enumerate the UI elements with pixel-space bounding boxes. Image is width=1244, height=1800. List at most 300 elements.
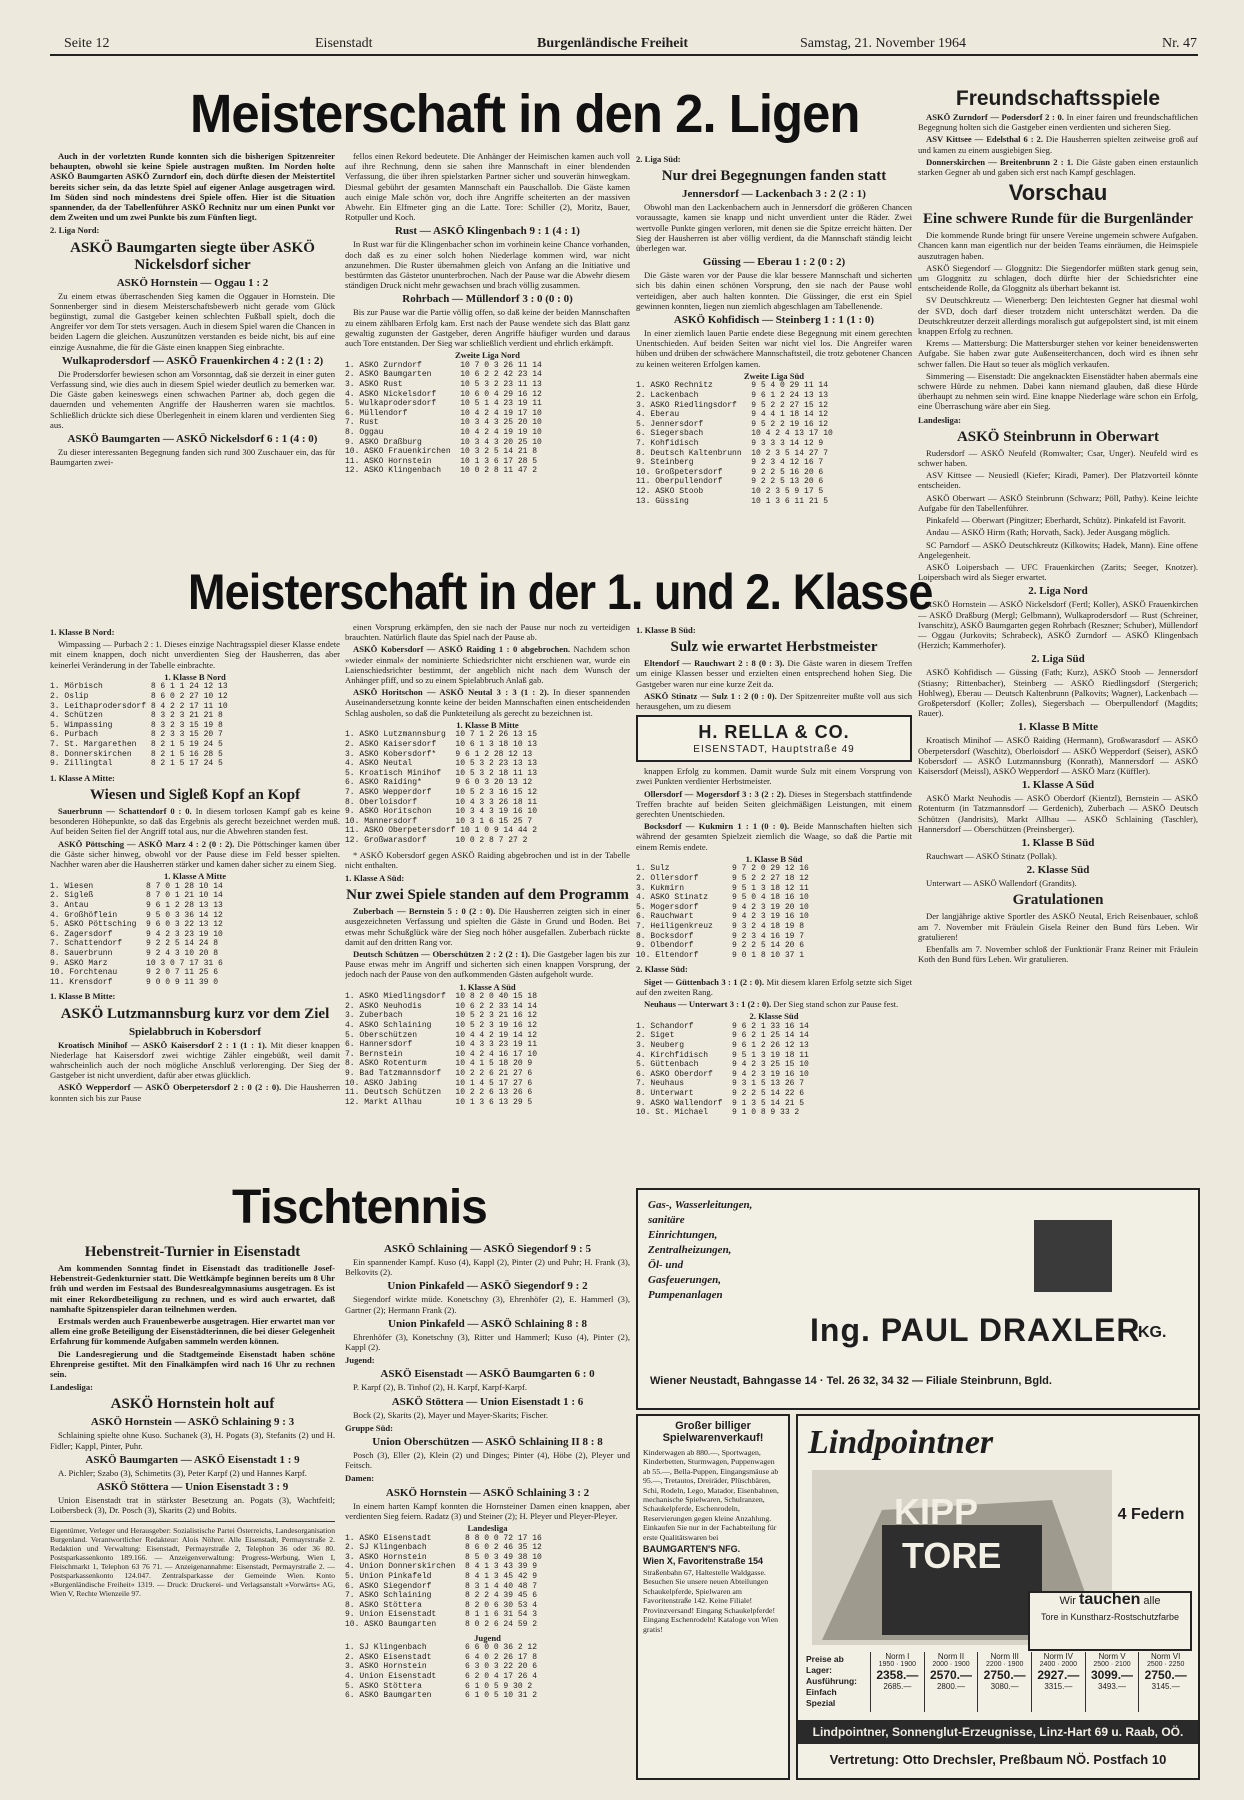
- congrats-title: Gratulationen: [1012, 892, 1104, 909]
- article-paragraph: ASKÖ Kohfidisch — Güssing (Fath; Kurz), ASKÖ Stoob — Jennersdorf (Stiasny; Rittenbacher), Steinberg — ASKÖ Riedlingsdorf (Stergerich; Hohlweg), Eberau — Deutsch Kaltenbrunn (Palkovits; Wagner), Lackenbach — Großpetersdorf (Koller; Zolles), Siegersbach — Oberpullendorf (Magdits; Rauer).: [918, 667, 1198, 719]
- table-title: Zweite Liga Süd: [743, 370, 805, 381]
- game-heading: ASKÖ Horitschon — ASKÖ Neutal 3 : 3 (1 : 2).: [353, 687, 549, 698]
- article-paragraph: einen Vorsprung erkämpfen, den sie nach der Pause nur noch zu verteidigen brauchten. Natürlich flaute das Spiel nach der Pause ab.: [345, 622, 630, 643]
- article-paragraph: In einer ziemlich lauen Partie endete diese Begegnung mit einem gerechten Unentschieden. Auf beiden Seiten war nicht viel los. Die Angreifer waren hüben und drüben der schwächere Mannschaftsteil, die trotz gebotener Chancen zu keinen weiteren Erfolgen kamen.: [636, 328, 912, 369]
- toys-heading: [638, 1416, 788, 1448]
- game-heading: ASKÖ Stinatz — Sulz 1 : 2 (0 : 0).: [644, 690, 777, 701]
- norm-label: Norm V: [1098, 1652, 1126, 1661]
- section-label: 1. Klasse A Mitte:: [50, 772, 115, 783]
- toys-heading-line: Spielwarenverkauf!: [662, 1432, 764, 1444]
- game-heading: ASKÖ Kohfidisch — Steinberg 1 : 1 (1 : 0): [673, 314, 875, 327]
- article-paragraph: Unterwart — ASKÖ Wallendorf (Grandits).: [926, 878, 1077, 889]
- standings-table: [345, 351, 630, 476]
- service-line: Zentralheizungen,: [648, 1244, 732, 1256]
- norm-size: 2500 · 2250: [1147, 1661, 1185, 1668]
- section-label: 2. Liga Nord: [1028, 585, 1088, 598]
- article-subheadline: Spielabbruch in Kobersdorf: [128, 1025, 262, 1038]
- game-heading: ASKÖ Stöttera — Union Eisenstadt 3 : 9: [96, 1481, 289, 1494]
- table-row: 8. ASKÖ Stöttera 8 2 0 6 30 53 4: [345, 1600, 538, 1610]
- article-headline: Nur zwei Spiele standen auf dem Programm: [346, 887, 629, 904]
- table-row: 6. ASKÖ Raiding* 9 6 0 3 20 13 12: [345, 778, 533, 788]
- section-label: 2. Klasse Süd: [1026, 864, 1090, 877]
- norm-price-special: 2685.—: [883, 1682, 912, 1691]
- table-title: 1. Klasse A Mitte: [163, 871, 227, 882]
- article-paragraph: Rudersdorf — ASKÖ Neufeld (Romwalter; Csar, Unger). Neufeld wird es schwer haben.: [918, 447, 1198, 469]
- article-headline: ASKÖ Baumgarten siegte über ASKÖ Nickelsdorf sicher: [70, 239, 315, 273]
- tore-label: TORE: [902, 1535, 1002, 1576]
- table-row: 1. SJ Klingenbach 6 6 0 0 36 2 12: [345, 1643, 538, 1653]
- draxler-photo: [1034, 1220, 1112, 1292]
- standings-table: [50, 673, 340, 769]
- draxler-name: Ing. PAUL DRAXLER: [810, 1312, 1141, 1348]
- table-note: * ASKÖ Kobersdorf gegen ASKÖ Raiding abgebrochen und ist in der Tabelle nicht enthalten.: [345, 849, 630, 870]
- table-row: 6. ASKÖ Baumgarten 6 1 0 5 10 31 2: [345, 1691, 538, 1701]
- section-label: Landesliga:: [50, 1382, 93, 1393]
- page-number: Seite 12: [64, 36, 110, 51]
- game-heading: Güssing — Eberau 1 : 2 (0 : 2): [702, 256, 846, 269]
- game-heading: ASKÖ Pöttsching — ASKÖ Marz 4 : 2 (0 : 2).: [58, 838, 235, 849]
- article-paragraph: SC Parndorf — ASKÖ Deutschkreutz (Kilkowits; Hadek, Mann). Eine offene Angelegenheit.: [918, 539, 1198, 560]
- article-paragraph: P. Karpf (2), B. Tinhof (2), H. Karpf, Karpf-Karpf.: [353, 1382, 527, 1393]
- tauchen-label: tauchen: [1079, 1591, 1141, 1608]
- article-paragraph: ASKÖ Markt Neuhodis — ASKÖ Oberdorf (Kientzl), Bernstein — ASKÖ Rotenturm (in Tatzmannsdorf — Gerdenich), Zuberbach — ASKÖ Deutsch Schützen (Jandrisits), Markt Allhau — ASKÖ Schlaining (Taschler), Hannersdorf — Oberschützen (Preinsberger).: [918, 793, 1198, 834]
- article-paragraph: fellos einen Rekord bedeutete. Die Anhänger der Heimischen kamen auch voll auf ihre Rechnung, denn sie sahen ihre Mannschaft in einer blendenden Verfassung, die über ihren spielstarken Partner sicher und souverän hinwegkam. Diesmal gebührt der gesamten Mannschaft ein Pauschallob. Die Gäste kamen auch einige Male schön vor, doch ihre Angriffe scheiterten an der massiven Abwehr. Ein Elfmeter ging an die Latte. Tore: Schiller (2), Moritz, Bauer, Rotpuller und Koch.: [345, 151, 630, 223]
- column-liga-nord: [50, 151, 335, 551]
- table-row: 4. ASKÖ Nickelsdorf 10 6 0 4 29 16 12: [345, 389, 542, 399]
- table-row: 2. Lackenbach 9 6 1 2 24 13 13: [636, 391, 829, 401]
- table-row: 3. Neuberg 9 6 1 2 26 12 13: [636, 1040, 809, 1050]
- standings-table: [345, 721, 630, 846]
- table-row: 5. Wulkaprodersdorf 10 5 1 4 23 19 11: [345, 399, 542, 409]
- section-label: Gruppe Süd:: [345, 1422, 393, 1433]
- game-heading: ASKÖ Stöttera — Union Eisenstadt 1 : 6: [391, 1395, 584, 1408]
- norm-label: Norm II: [937, 1652, 965, 1661]
- game-heading: Neuhaus — Unterwart 3 : 1 (2 : 0).: [644, 998, 772, 1009]
- headline-tischtennis: Tischtennis: [232, 1181, 487, 1234]
- article-paragraph: ASKÖ Siegendorf — Gloggnitz: Die Siegendorfer müßten stark genug sein, um Gloggnitz zu schlagen, doch dürfte hier der Schiedsrichter eine entscheidende Rolle, da Gloggnitz als überhart bekannt ist.: [918, 262, 1198, 294]
- table-row: 7. Bernstein 10 4 2 4 16 17 10: [345, 1049, 538, 1059]
- table-row: 3. Kukmirn 9 5 1 3 18 12 11: [636, 883, 809, 893]
- game-heading: Union Oberschützen — ASKÖ Schlaining II 8 : 8: [372, 1436, 603, 1449]
- table-row: 6. Purbach 8 2 3 3 15 20 7: [50, 730, 223, 740]
- table-row: 8. Sauerbrunn 9 2 4 3 10 20 8: [50, 948, 219, 958]
- game-heading: Rust — ASKÖ Klingenbach 9 : 1 (4 : 1): [395, 225, 580, 238]
- headline-2-ligen: Meisterschaft in den 2. Ligen: [190, 84, 860, 144]
- headline-1-2-klasse: Meisterschaft in der 1. und 2. Klasse: [188, 564, 933, 620]
- game-heading: Bocksdorf — Kukmirn 1 : 1 (0 : 0).: [644, 821, 790, 832]
- norm-cell: [870, 1652, 924, 1712]
- norm-label: Norm I: [885, 1652, 910, 1661]
- friendly-title: Freundschaftsspiele: [955, 87, 1161, 110]
- article-headline: ASKÖ Hornstein holt auf: [110, 1396, 275, 1413]
- norm-size: 2500 · 2100: [1093, 1661, 1131, 1668]
- article-paragraph: Kroatisch Minihof — ASKÖ Raiding (Hermann), Großwarasdorf — ASKÖ Oberpetersdorf (Waschitz), Oberloisdorf — ASKÖ Wepperdorf (Seiser), ASKÖ Kobersdorf — ASKÖ Lutzmannsburg (Konrath), Mannersdorf — ASKÖ Kaisersdorf (Meissl), ASKÖ Wepperdorf — ASKÖ Marz (Küffler).: [918, 735, 1198, 776]
- table-row: 8. Oggau 10 4 2 4 19 19 10: [345, 428, 542, 437]
- table-row: 8. Unterwart 9 2 2 5 14 22 6: [636, 1088, 805, 1098]
- game-heading: ASKÖ Schlaining — ASKÖ Siegendorf 9 : 5: [384, 1243, 591, 1255]
- table-row: 10. Eltendorf 9 0 1 8 10 37 1: [636, 950, 805, 960]
- article-paragraph: In einer fairen und freundschaftlichen Begegnung holten sich die Gastgeber einen verdienten und sicheren Sieg.: [918, 112, 1198, 133]
- table-row: 11. Oberpullendorf 9 2 2 5 13 20 6: [636, 477, 824, 487]
- norm-size: 1950 · 1900: [878, 1661, 917, 1668]
- standings-table: [636, 855, 912, 961]
- table-title: 1. Klasse B Mitte: [456, 719, 519, 730]
- header-paper: Burgenländische Freiheit: [537, 36, 689, 51]
- table-row: 9. ASKÖ Draßburg 10 3 4 3 20 25 10: [345, 437, 542, 447]
- table-row: 10. Forchtenau 9 2 0 7 11 25 6: [50, 968, 219, 978]
- table-title: 1. Klasse A Süd: [459, 981, 516, 992]
- table-row: 7. ASKÖ Wepperdorf 10 5 2 3 16 15 12: [345, 787, 538, 797]
- article-paragraph: Der Sieg stand schon zur Pause fest.: [773, 998, 899, 1009]
- game-heading: Rohrbach — Müllendorf 3 : 0 (0 : 0): [402, 293, 573, 306]
- article-paragraph: Union Eisenstadt trat in stärkster Besetzung an. Pogats (3), Wachtfeitl; Loibersbeck (3), Dr. Posch (3), Skarits (2) und Bobits.: [50, 1495, 335, 1516]
- header-place: Eisenstadt: [315, 36, 373, 51]
- article-paragraph: Dieses in Stegersbach stattfindende Treffen brachte auf beiden Seiten gleichmäßigen Leistungen, mit einem gerechten Unentschieden.: [636, 788, 912, 820]
- article-headline: Eine schwere Runde für die Burgenländer: [923, 211, 1193, 228]
- table-row: 5. Mogersdorf 9 4 2 3 19 20 10: [636, 902, 809, 912]
- table-row: 3. Antau 9 6 1 2 28 13 13: [50, 900, 223, 910]
- game-heading: Wulkaprodersdorf — ASKÖ Frauenkirchen 4 : 2 (1 : 2): [61, 354, 324, 367]
- article-paragraph: In einem harten Kampf konnten die Hornsteiner Damen einen knappen, aber verdienten Sieg feiern. Radatz (3) und Steiner (2); H. Pleyer und Pleyer-Pleyer.: [345, 1500, 630, 1521]
- norm-cell: [977, 1652, 1031, 1712]
- toys-text-2: Straßenbahn 67, Haltestelle Waldgasse. Besuchen Sie unsere neuen Abteilungen Schaukelpferde, Spielwaren am Favoritenstraße 142. Keine Filiale! Provinzversand! Eingang Schaukelpferde! Eingang Eschenrodeln! Kataloge von Wien gratis!: [643, 1568, 779, 1634]
- game-heading: ASKÖ Baumgarten — ASKÖ Eisenstadt 1 : 9: [85, 1453, 300, 1466]
- service-line: Pumpenanlagen: [648, 1289, 723, 1301]
- table-row: 8. Oberloisdorf 10 4 3 3 26 18 11: [345, 797, 538, 807]
- service-line: sanitäre: [648, 1214, 685, 1226]
- article-paragraph: ASKÖ Hornstein — ASKÖ Nickelsdorf (Fertl; Koller), ASKÖ Frauenkirchen — ASKÖ Draßburg (Mergl; Gelbmann), Wulkaprodersdorf — Rust (Schreiner, Ivanschitz), ASKÖ Baumgarten gegen Rohrbach (Reszner; Schuber), Müllendorf — Oggau (Jurkovits; Schrabeck), ASKÖ Zurndorf — ASKÖ Klingenbach (Herzich; Kammerhofer).: [918, 599, 1198, 651]
- preview-title: Vorschau: [1008, 180, 1108, 206]
- article-paragraph: Mit diesem klaren Erfolg setzte sich Siget auf den zweiten Rang.: [636, 976, 912, 997]
- article-headline: ASKÖ Lutzmannsburg kurz vor dem Ziel: [60, 1005, 330, 1022]
- section-label: Damen:: [345, 1473, 375, 1484]
- article-paragraph: Ehrenhöfer (3), Konetschny (3), Ritter und Hammerl; Kuso (4), Pinter (2), Kappl (2).: [345, 1331, 630, 1353]
- table-row: 5. Kroatisch Minihof 10 5 3 2 18 11 13: [345, 768, 538, 778]
- article-paragraph: Beide Mannschaften hielten sich während der gesamten Spielzeit ziemlich die Waage, so daß die Partie mit einem Remis endete.: [636, 821, 912, 852]
- standings-table: [636, 1012, 912, 1118]
- article-paragraph: Bis zur Pause war die Partie völlig offen, so daß keine der beiden Mannschaften zu einem zählbaren Erfolg kam. Erst nach der Pause wendete sich das Blatt ganz gewaltig zugunsten der Gastgeber, deren Angriffe häufiger wurden und daraus auch Tore entstanden. Der Sieg war schließlich verdient und ehrlich erkämpft.: [345, 307, 630, 349]
- table-row: 9. Olbendorf 9 2 2 5 14 20 6: [636, 941, 805, 951]
- table-row: 1. ASKÖ Eisenstadt 8 8 0 0 72 17 16: [345, 1533, 542, 1543]
- table-row: 10. ASKÖ Baumgarten 8 0 2 6 24 59 2: [345, 1619, 538, 1629]
- table-row: 2. Oslip 8 6 0 2 27 10 12: [50, 692, 228, 701]
- toys-address: Wien X, Favoritenstraße 154: [643, 1556, 763, 1567]
- game-heading: Zuberbach — Bernstein 5 : 0 (2 : 0).: [353, 906, 496, 917]
- article-headline: Wiesen und Sigleß Kopf an Kopf: [89, 786, 301, 803]
- table-title: Landesliga: [467, 1523, 508, 1534]
- table-row: 9. Steinberg 9 2 3 4 12 16 7: [636, 458, 824, 468]
- column-right: [918, 86, 1198, 1188]
- table-row: 5. Güttenbach 9 4 2 3 25 15 10: [636, 1060, 809, 1070]
- article-paragraph: ASKÖ Oberwart — ASKÖ Steinbrunn (Schwarz; Pöll, Pathy). Keine leichte Aufgabe für den Tabellenführer.: [918, 492, 1198, 513]
- norm-cell: [924, 1652, 978, 1712]
- table-row: 12. Markt Allhau 10 1 3 6 13 29 5: [345, 1097, 533, 1107]
- lind-footer-1: Lindpointner, Sonnenglut-Erzeugnisse, Linz-Hart 69 u. Raab, OÖ.: [798, 1720, 1198, 1744]
- table-row: 12. Großwarasdorf 10 0 2 8 7 27 2: [345, 835, 528, 845]
- table-row: 5. ASKÖ Pöttsching 9 6 0 3 22 13 12: [50, 920, 223, 930]
- norm-cell: [1085, 1652, 1139, 1712]
- table-row: 6. Hannersdorf 10 4 3 3 23 19 11: [345, 1040, 538, 1050]
- table-title: 1. Klasse B Nord: [164, 671, 226, 682]
- table-row: 7. Schattendorf 9 2 2 5 14 24 8: [50, 939, 219, 949]
- section-label: 1. Klasse B Süd:: [636, 625, 696, 635]
- game-heading: ASKÖ Baumgarten — ASKÖ Nickelsdorf 6 : 1 (4 : 0): [67, 433, 318, 446]
- table-row: 5. Oberschützen 10 4 4 2 19 14 12: [345, 1030, 538, 1040]
- article-paragraph: Bock (2), Skarits (2), Mayer und Mayer-Skarits; Fischer.: [353, 1409, 549, 1420]
- norm-label: Norm IV: [1043, 1652, 1074, 1661]
- table-row: 11. ASKÖ Oberpetersdorf 10 1 0 9 14 44 2: [345, 826, 538, 836]
- table-row: 10. Großpetersdorf 9 2 2 5 16 20 6: [636, 467, 824, 477]
- table-row: 9. Bad Tatzmannsdorf 10 2 2 6 21 27 6: [345, 1068, 533, 1078]
- standings-table: [345, 1634, 630, 1701]
- table-row: 10. St. Michael 9 1 0 8 9 33 2: [636, 1108, 800, 1118]
- norm-price: 3099.—: [1091, 1668, 1134, 1682]
- table-row: 4. Union Donnerskirchen 8 4 1 3 43 39 9: [345, 1562, 538, 1572]
- wir-label: Wir: [1059, 1595, 1076, 1607]
- norm-price: 2358.—: [876, 1668, 919, 1682]
- table-row: 12. ASKÖ Stoob 10 2 3 5 9 17 5: [636, 486, 824, 496]
- section-label: 2. Liga Nord:: [50, 225, 100, 236]
- table-row: 1. ASKÖ Lutzmannsburg 10 7 1 2 26 13 15: [345, 730, 538, 740]
- game-heading: Union Pinkafeld — ASKÖ Siegendorf 9 : 2: [387, 1280, 588, 1293]
- article-paragraph: ASKÖ Loipersbach — UFC Frauenkirchen (Zarits; Seeger, Knotzer). Loipersbach wird als Sieger erwartet.: [918, 561, 1198, 583]
- column-klasse-left: [50, 624, 340, 1179]
- norm-cell: [1138, 1652, 1192, 1712]
- article-paragraph: Die Gäste waren in diesem Treffen um einige Klassen besser und erzielten einen entsprechend hohen Sieg. Die Gastgeber waren nur eine kurze Zeit da.: [636, 658, 912, 689]
- article-paragraph: Ein spannender Kampf. Kuso (4), Kappl (2), Pinter (2) und Puhr; H. Frank (3), Belkovits (2).: [345, 1257, 630, 1278]
- draxler-kg: KG.: [1138, 1324, 1167, 1341]
- table-row: 9. ASKÖ Marz 10 3 0 7 17 31 6: [50, 958, 223, 968]
- standings-table: [345, 1524, 630, 1630]
- article-paragraph: Die Gäste gaben einen erstaunlich starken Gegner ab und gaben sich erst nach Kampf geschlagen.: [918, 156, 1198, 178]
- table-row: 8. Donnerskirchen 8 2 1 5 16 28 5: [50, 749, 223, 759]
- article-headline: Hebenstreit-Turnier in Eisenstadt: [84, 1244, 301, 1260]
- game-heading: ASKÖ Hornstein — ASKÖ Schlaining 9 : 3: [90, 1416, 295, 1429]
- section-label: 1. Klasse A Süd:: [345, 872, 405, 883]
- norm-price: 2750.—: [1144, 1668, 1187, 1682]
- game-heading: ASKÖ Eisenstadt — ASKÖ Baumgarten 6 : 0: [380, 1368, 595, 1381]
- article-paragraph: Mit dieser knappen Niederlage hat Kaisersdorf zwei wichtige Zähler eingebüßt, weil damit wahrscheinlich auch der noch mögliche Anschluß verlorenging. Der Sieg der Gastgeber ist nicht unverdient, dafür aber etwas glücklich.: [50, 1039, 340, 1081]
- table-row: 6. Zagersdorf 9 4 2 3 23 19 10: [50, 929, 223, 939]
- table-row: 2. ASKÖ Eisenstadt 6 4 0 2 26 17 8: [345, 1652, 538, 1662]
- article-paragraph: Nachdem schon »wieder einmal« der nominierte Schiedsrichter nicht erschienen war, wurde ein Laienschiedsrichter bestimmt, der angeblich nicht nach dem Wunsch der Anhänger pfiff, und so zu einem Spielabbruch Anlaß gab.: [345, 644, 630, 686]
- game-heading: ASKÖ Kobersdorf — ASKÖ Raiding 1 : 0 abgebrochen.: [353, 644, 571, 655]
- article-paragraph: In Rust war für die Klingenbacher schon im vorhinein keine Chance vorhanden, doch daß es zu einer solch hohen Niederlage kommen wird, war nicht anzunehmen. Die Ruster übernahmen gleich von Anfang an die Initiative und bestürmten das Gästetor ununterbrochen. Nach der Pause war die Abwehr diesem ständigen Druck nicht mehr gewachsen und brach völlig zusammen.: [345, 239, 630, 291]
- norm-price-special: 3315.—: [1044, 1682, 1073, 1691]
- section-label: 1. Klasse B Nord:: [50, 627, 115, 637]
- game-heading: ASKÖ Hornstein — ASKÖ Schlaining 3 : 2: [385, 1486, 590, 1499]
- page-header: [50, 36, 1198, 56]
- table-row: 6. Rauchwart 9 4 2 3 19 16 10: [636, 912, 809, 922]
- table-row: 4. ASKÖ Stinatz 9 5 0 4 18 16 10: [636, 893, 809, 903]
- game-heading: ASV Kittsee — Edelsthal 6 : 2.: [926, 134, 1043, 145]
- lind-brand: Lindpointner: [808, 1424, 994, 1461]
- norm-price-special: 3080.—: [990, 1682, 1019, 1691]
- table-row: 1. ASKÖ Miedlingsdorf 10 8 2 0 40 15 18: [345, 992, 538, 1002]
- rella-ad: [636, 715, 912, 762]
- table-row: 2. SJ Klingenbach 8 6 0 2 46 35 12: [345, 1543, 542, 1553]
- price-table: [870, 1652, 1192, 1712]
- prices-label: Preise ab Lager: Ausführung: Einfach Spezial: [806, 1654, 857, 1708]
- table-row: 5. Jennersdorf 9 5 2 2 19 16 12: [636, 419, 829, 429]
- norm-price-special: 3493.—: [1098, 1682, 1127, 1691]
- table-row: 1. Wiesen 8 7 0 1 28 10 14: [50, 881, 223, 891]
- table-row: 4. Eberau 9 4 4 1 18 14 12: [636, 410, 829, 420]
- game-heading: Eltendorf — Rauchwart 2 : 8 (0 : 3).: [644, 658, 785, 669]
- article-paragraph: In dieser spannenden Auseinandersetzung konnte keine der beiden Mannschaften einen entscheidenden Schlag ausholen, so daß die Punkteteilung als gerecht zu bezeichnen ist.: [345, 687, 630, 718]
- article-paragraph: Erstmals werden auch Frauenbewerbe ausgetragen. Hier erwartet man vor allem eine große Beteiligung der Eisenstädterinnen, die bei dieser Gelegenheit Erfahrung für kommende Aufgaben sammeln werden können.: [50, 1316, 335, 1347]
- article-paragraph: Wimpassing — Purbach 2 : 1. Dieses einzige Nachtragsspiel dieser Klasse endete mit einem knappen, doch nicht unverdienten Sieg der Hausherren, das aber keinerlei Veränderung in der Tabelle einbrachte.: [50, 639, 340, 670]
- table-title: Zweite Liga Nord: [455, 350, 520, 361]
- table-row: 4. Großhöflein 9 5 0 3 36 14 12: [50, 910, 223, 920]
- table-row: 5. Union Pinkafeld 8 4 1 3 45 42 9: [345, 1572, 538, 1582]
- article-paragraph: Andau — ASKÖ Hirm (Rath; Horvath, Sack). Jeder Ausgang möglich.: [926, 527, 1170, 538]
- intro-text: Auch in der vorletzten Runde konnten sich die bisherigen Spitzenreiter behaupten, obwohl sie keine Spiele austragen mußten. Im Norden holte ASKÖ Baumgarten ASKÖ Zurndorf ein, doch dürfte diesen der Meistertitel bereits sicher sein, da das letzte Spiel auf eigener Anlage ausgetragen wird. Im Süden sind noch mindestens drei Spiele offen. Hier ist die Situation spannender, da der Tabellenführer ASKÖ Rechnitz nur um einen Punkt vor dem Zweiten und um zwei Punkte bis zum Fünften liegt.: [50, 151, 335, 223]
- table-row: 4. Kirchfidisch 9 5 1 3 19 18 11: [636, 1050, 809, 1060]
- table-title: Jugend: [474, 1632, 501, 1643]
- table-row: 12. ASKÖ Klingenbach 10 0 2 8 11 47 2: [345, 466, 538, 476]
- norm-price: 2750.—: [983, 1668, 1026, 1682]
- norm-size: 2200 · 1900: [985, 1661, 1024, 1668]
- game-heading: ASKÖ Hornstein — Oggau 1 : 2: [116, 276, 269, 289]
- norm-price: 2570.—: [929, 1668, 973, 1682]
- service-line: Einrichtungen,: [648, 1229, 718, 1241]
- kipp-label: KIPP: [894, 1491, 979, 1532]
- article-paragraph: Die Landesregierung und die Stadtgemeinde Eisenstadt haben schöne Ehrenpreise gestiftet. Mit den Finalkämpfen wird nach 16 Uhr zu rechnen sein.: [50, 1348, 335, 1380]
- game-heading: Siget — Güttenbach 3 : 1 (2 : 0).: [644, 976, 765, 987]
- table-row: 10. ASKÖ Frauenkirchen 10 3 2 5 14 21 8: [345, 447, 538, 457]
- section-label: Landesliga:: [918, 414, 961, 425]
- table-row: 11. Krensdorf 9 0 0 9 11 39 0: [50, 977, 219, 987]
- norm-cell: [1031, 1652, 1085, 1712]
- table-row: 7. Kohfidisch 9 3 3 3 14 12 9: [636, 439, 824, 448]
- article-paragraph: Die Pöttschinger kamen über die Gäste sicher hinweg, obwohl vor der Pause diese im Feld besser spielten. Nachher waren aber die Hausherren stärker und kamen daher sicher zu einem Sieg.: [50, 838, 340, 869]
- table-row: 1. Schandorf 9 6 2 1 33 16 14: [636, 1021, 809, 1031]
- game-heading: Union Pinkafeld — ASKÖ Schlaining 8 : 8: [388, 1317, 587, 1330]
- article-paragraph: Zu einem etwas überraschenden Sieg kamen die Oggauer in Hornstein. Die Sonnenberger sind in diesem Meisterschaftsbewerb nicht gerade vom Glück begünstigt, zumal die Gastgeber keinen schlechten Fußball spielt, doch die Angreifer vor dem Tor stets versagen. Auch in diesem Spiel waren die Chancen in beiden Lagern die gleichen. Auszunützen verstanden es beide nicht, bis auf eine einzige Ausnahme, die für die Gäste einen knappen Sieg einbrachte.: [50, 290, 335, 352]
- article-paragraph: Zu dieser interessanten Begegnung fanden sich rund 300 Zuschauer ein, das für Baumgarten zwei-: [50, 447, 335, 468]
- federn-label: 4 Federn: [1117, 1506, 1185, 1523]
- article-paragraph: Die kommende Runde bringt für unsere Vereine ungemein schwere Aufgaben. Chancen kann man eigentlich nur der beiden Teams einräumen, die Heimspiele auszutragen haben.: [918, 230, 1198, 261]
- section-label: 1. Klasse B Mitte:: [50, 991, 116, 1002]
- article-headline: ASKÖ Steinbrunn in Oberwart: [956, 428, 1160, 445]
- column-tischtennis-right: [345, 1240, 630, 1780]
- article-paragraph: Die Hausherren zeigten sich in einer ausgezeichneten Verfassung und spielten die Gäste in Grund und Boden. Bei etwas mehr Schußglück wäre der Sieg noch höher ausgefallen. Zuberbach rückte damit auf den dritten Rang vor.: [345, 906, 630, 947]
- article-paragraph: SV Deutschkreutz — Wienerberg: Den leichtesten Gegner hat diesmal wohl der SVD, doch darf dieser trotzdem nicht unterschätzt werden. Da die Deutschkreutzer derzeit allerdings moralisch gut aufgepolstert sind, ist mit einem knappen Erfolg zu rechnen.: [918, 295, 1198, 337]
- table-row: 2. Siget 9 6 2 1 25 14 14: [636, 1031, 809, 1041]
- standings-table: [50, 872, 340, 987]
- section-label: Jugend:: [345, 1355, 375, 1366]
- table-row: 9. ASKÖ Wallendorf 9 1 3 5 14 21 5: [636, 1098, 805, 1108]
- article-paragraph: Obwohl man den Lackenbachern auch in Jennersdorf die größeren Chancen voraussagte, kamen sie knapp und nicht unverdient unter die Räder. Zwei wertvolle Punkte gingen verloren, mit denen sie die Spitze erreicht hätten. Der Sieg der Hausherren ist aber völlig verdient, da die Mannschaft ständig leicht überlegen war.: [636, 202, 912, 254]
- table-row: 1. Sulz 9 7 2 0 29 12 16: [636, 864, 809, 874]
- lindpointner-ad: [796, 1414, 1200, 1780]
- table-row: 9. ASKÖ Horitschon 10 3 4 3 19 16 10: [345, 807, 538, 817]
- lind-footer-2: Vertretung: Otto Drechsler, Preßbaum NÖ. Postfach 10: [829, 1752, 1167, 1767]
- table-row: 6. Siegersbach 10 4 2 4 13 17 10: [636, 429, 833, 439]
- table-row: 8. ASKÖ Rotenturm 10 4 1 5 18 20 9: [345, 1059, 533, 1069]
- service-line: Gas-, Wasserleitungen,: [648, 1199, 753, 1211]
- toys-text: Kinderwagen ab 880.—, Sportwagen, Kinderbetten, Sturmwagen, Puppenwagen ab 55.—, Bella-Puppen, Eingangsmäuse ab 95.—, Tretautos, Dreiräder, Plüschbären, Schi, Rodeln, Lego, Matador, Eisenbahnen, mechanische Spielwaren, Schulranzen, Schaukelpferde, Eschenrodeln, Reservierungen gegen kleine Anzahlung. Einkaufen Sie nur in der Fachabteilung für erste Qualitätswaren bei: [643, 1448, 779, 1542]
- game-heading: Sauerbrunn — Schattendorf 0 : 0.: [58, 805, 192, 816]
- article-paragraph: Die Gastgeber lagen bis zur Pause etwas mehr im Angriff und sicherten sich einen knappen Vorsprung, der jedoch nach der Pause von den aufkommenden Gästen aufgeholt wurde.: [345, 948, 630, 980]
- table-title: 1. Klasse B Süd: [745, 853, 803, 864]
- table-row: 5. ASKÖ Stöttera 6 1 0 5 9 30 2: [345, 1681, 533, 1691]
- table-row: 7. St. Margarethen 8 2 1 5 19 24 5: [50, 739, 223, 749]
- table-row: 9. Union Eisenstadt 8 1 1 6 31 54 3: [345, 1610, 538, 1620]
- table-row: 3. Leithaprodersdorf 8 4 2 2 17 11 10: [50, 701, 228, 711]
- draxler-services: [648, 1198, 838, 1303]
- alle-label: alle: [1143, 1595, 1161, 1607]
- article-paragraph: ASV Kittsee — Neusiedl (Kiefer; Kiradi, Pamer). Der Platzvorteil könnte entscheiden.: [918, 470, 1198, 491]
- table-row: 11. Deutsch Schützen 10 2 2 6 13 26 6: [345, 1088, 533, 1098]
- column-liga-sued: [636, 151, 912, 556]
- rella-address: EISENSTADT, Hauptstraße 49: [693, 744, 855, 756]
- article-paragraph: Am kommenden Sonntag findet in Eisenstadt das traditionelle Josef-Hebenstreit-Gedenkturnier statt. Die Wettkämpfe beginnen bereits um 8 Uhr früh und werden im Festsaal des Bundesrealgymnasiums ausgetragen. Es ist mit einer Rekordbeteiligung zu rechnen, und es wird auch erwartet, daß namhafte Spitzenspieler daran teilnehmen werden.: [50, 1263, 335, 1314]
- article-paragraph: Der langjährige aktive Sportler des ASKÖ Neutal, Erich Reisenbauer, schloß am 7. November mit Fräulein Gisela Reiner den Bund fürs Leben. Wir gratulieren!: [918, 911, 1198, 942]
- column-liga-nord-2: [345, 151, 630, 551]
- norm-label: Norm VI: [1151, 1652, 1181, 1661]
- article-paragraph: Schlaining spielte ohne Kuso. Suchanek (3), H. Pogats (3), Stefanits (2) und H. Fidler; Kappl, Pinter, Puhr.: [50, 1430, 335, 1451]
- table-row: 3. Zuberbach 10 5 2 3 21 16 12: [345, 1011, 538, 1021]
- article-paragraph: Die Gäste waren vor der Pause die klar bessere Mannschaft und sicherten sich bis dahin einen schönen Vorsprung, den sie nach der Pause wohl verteidigen, aber auch halten konnten. Die Güssinger, die erst ein Spiel gewinnen konnten, liegen nun ziemlich abgeschlagen am Tabellenende.: [636, 270, 912, 311]
- table-row: 8. Deutsch Kaltenbrunn 10 2 3 5 14 27 7: [636, 448, 829, 458]
- table-row: 7. Heiligenkreuz 9 3 2 4 18 19 8: [636, 922, 805, 931]
- norm-label: Norm III: [990, 1652, 1019, 1661]
- table-row: 3. ASKÖ Hornstein 8 5 0 3 49 38 10: [345, 1552, 542, 1562]
- table-row: 11. ASKÖ Hornstein 10 1 3 6 17 28 5: [345, 456, 538, 466]
- game-heading: Kroatisch Minihof — ASKÖ Kaisersdorf 2 : 1 (1 : 1).: [58, 1039, 267, 1050]
- table-row: 1. ASKÖ Rechnitz 9 5 4 0 29 11 14: [636, 381, 829, 391]
- header-date: Samstag, 21. November 1964: [800, 36, 967, 51]
- service-line: Gasfeuerungen,: [648, 1274, 722, 1286]
- table-row: 10. Mannersdorf 10 3 1 6 15 25 7: [345, 816, 533, 826]
- table-row: 6. ASKÖ Siegendorf 8 3 1 4 40 48 7: [345, 1581, 538, 1591]
- table-row: 1. Mörbisch 8 6 1 1 24 12 13: [50, 682, 228, 692]
- draxler-ad: [636, 1188, 1200, 1410]
- norm-price-special: 3145.—: [1151, 1682, 1180, 1691]
- article-headline: Sulz wie erwartet Herbstmeister: [670, 639, 878, 656]
- column-klasse-middle: [345, 622, 630, 1182]
- imprint: Eigentümer, Verleger und Herausgeber: Sozialistische Partei Österreichs, Landesorganisation Burgenland. Verantwortlicher Redakteur: Alois Nöhrer. Alle Eisenstadt, Permayrstraße 2. Redaktion und Verwaltung: Eisenstadt, Permayrstraße 2, Telephon 36 oder 36 80. Postsparkassenkonto 189.166. — Anzeigenverwaltung: Progress-Werbung, Wien I, Fleischmarkt 1, Telephon 63 76 71. — Anzeigenannahme: Eisenstadt, Permayrstraße 2. — Postsparkassenkonto 124.047. Zentralsparkasse der Gemeinde Wien. Konto »Burgenländische Freiheit« 1319. — Druck: Druckerei- und Verlagsanstalt »Vorwärts« AG, Wien V, Rechte Wienzeile 97.: [50, 1521, 335, 1598]
- article-paragraph: Die Hausherren spielten zeitweise groß auf und kamen zu einem ausgiebigen Sieg.: [918, 134, 1198, 155]
- table-row: 6. Müllendorf 10 4 2 4 19 17 10: [345, 408, 542, 418]
- table-row: 2. Sigleß 8 7 0 1 21 10 14: [50, 891, 223, 901]
- table-row: 2. ASKÖ Neuhodis 10 6 2 2 33 14 14: [345, 1001, 538, 1011]
- table-row: 7. Neuhaus 9 3 1 5 13 26 7: [636, 1079, 805, 1089]
- article-paragraph: Pinkafeld — Oberwart (Pingitzer; Eberhardt, Schütz). Pinkafeld ist Favorit.: [926, 515, 1186, 526]
- game-heading: ASKÖ Zurndorf — Podersdorf 2 : 0.: [926, 112, 1064, 122]
- article-paragraph: knappen Erfolg zu kommen. Damit wurde Sulz mit einem Vorsprung von zwei Punkten verdienter Herbstmeister.: [636, 766, 912, 787]
- article-paragraph: Die Prodersdorfer bewiesen schon am Vorsonntag, daß sie derzeit in einer guten Verfassung sind, wie dies auch in diesem Spiel wieder deutlich zu bemerken war. Die Gäste gaben keineswegs einen schwachen Partner ab, doch gegen die dauernden und vehementen Angriffe der Hausherren waren sie machtlos. Schließlich drückte sich diese Überlegenheit in einem klaren und verdienten Sieg aus.: [50, 368, 335, 430]
- article-paragraph: Der Spitzenreiter mußte voll aus sich herausgehen, um zu diesem: [636, 690, 912, 712]
- standings-table: [345, 983, 630, 1108]
- table-row: 3. ASKÖ Rust 10 5 3 2 23 11 13: [345, 380, 542, 390]
- article-paragraph: Posch (3), Eller (2), Klein (2) und Dinges; Pinter (4), Höbe (2), Pleyer und Feitsch.: [345, 1450, 630, 1471]
- table-title: 2. Klasse Süd: [749, 1011, 799, 1022]
- section-label: 2. Liga Süd:: [636, 154, 681, 164]
- rostschutz-label: Tore in Kunstharz-Rostschutzfarbe: [1040, 1612, 1180, 1622]
- section-label: 1. Klasse A Süd: [1021, 779, 1095, 792]
- table-row: 2. ASKÖ Baumgarten 10 6 2 2 42 23 14: [345, 370, 542, 380]
- article-paragraph: Ebenfalls am 7. November schloß der Funktionär Franz Reiner mit Fräulein Koth den Bund fürs Leben. Wir gratulieren.: [918, 943, 1198, 965]
- table-row: 3. ASKÖ Riedlingsdorf 9 5 2 2 27 15 12: [636, 400, 829, 410]
- draxler-address: Wiener Neustadt, Bahngasse 14 · Tel. 26 32, 34 32 — Filiale Steinbrunn, Bgld.: [650, 1375, 1052, 1387]
- section-label: 2. Klasse Süd:: [636, 964, 688, 975]
- standings-table: [636, 372, 912, 506]
- table-row: 5. Wimpassing 8 3 2 3 15 19 8: [50, 720, 223, 730]
- table-row: 4. ASKÖ Neutal 10 5 3 2 23 13 13: [345, 759, 538, 769]
